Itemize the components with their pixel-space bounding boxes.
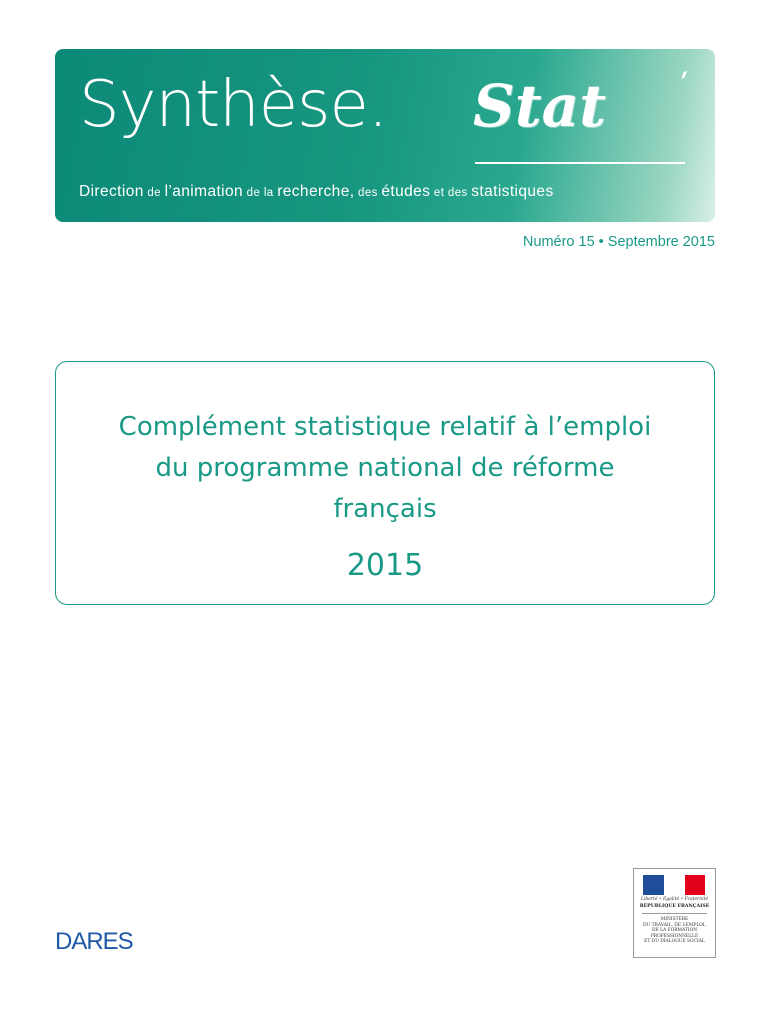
subtitle-word: recherche, (277, 183, 355, 200)
marianne-flag-icon (643, 875, 705, 895)
document-title (56, 407, 714, 530)
subtitle-word: de (143, 187, 165, 199)
header-banner (55, 49, 715, 222)
subtitle-word: l’animation (164, 183, 244, 200)
publication-title-stat: Stat (473, 72, 607, 140)
title-underline (475, 162, 685, 164)
title-line-1: Complément statistique relatif à l’emploi (118, 412, 652, 442)
ministry-line: DU TRAVAIL, DE L’EMPLOI, (643, 922, 706, 928)
directorate-subtitle (79, 183, 554, 201)
logo-divider (642, 913, 707, 914)
ministry-logo (633, 868, 716, 958)
accent-mark: ´ (673, 67, 700, 106)
title-line-3: français (333, 494, 437, 524)
dares-logo: DARES (55, 928, 133, 955)
publication-title: Synthèse. (79, 68, 388, 142)
subtitle-word: statistiques (471, 183, 554, 200)
subtitle-word: Direction (79, 183, 144, 200)
ministry-line: PROFESSIONNELLE (650, 933, 699, 939)
document-title-box (55, 361, 715, 605)
title-line-2: du programme national de réforme (155, 453, 615, 483)
republic-motto: Liberté • Égalité • Fraternité (640, 897, 709, 902)
subtitle-word: et des (430, 187, 472, 199)
ministry-line: DE LA FORMATION (651, 928, 698, 934)
issue-number-date: Numéro 15 • Septembre 2015 (522, 234, 715, 250)
ministry-line: ET DU DIALOGUE SOCIAL (644, 939, 705, 945)
subtitle-word: des (354, 187, 382, 199)
subtitle-word: études (381, 183, 431, 200)
ministry-name (636, 917, 713, 945)
document-year: 2015 (346, 548, 424, 583)
ministry-line: MINISTÈRE (660, 917, 689, 922)
republic-name: RÉPUBLIQUE FRANÇAISE (639, 904, 710, 909)
subtitle-word: de la (243, 187, 278, 199)
